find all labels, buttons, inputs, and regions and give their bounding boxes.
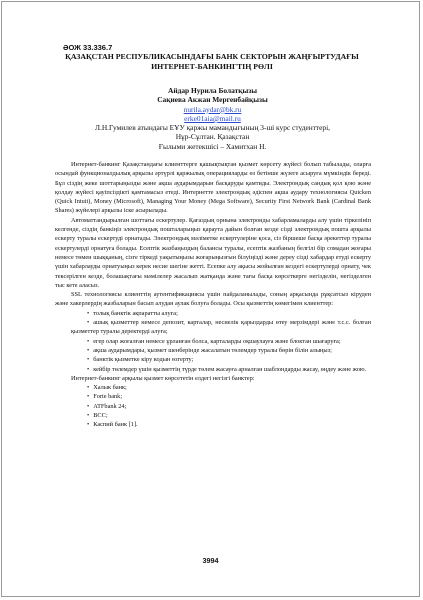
page-number: 3994 [202,556,219,565]
email-link-1[interactable]: nurila.aydar@bk.ru [183,104,242,114]
affiliation-line-2: Нұр-Сұлтан. Қазақстан [175,132,250,142]
bank-list-item: • Халык банк; [55,383,371,392]
list-item: • кейбір төлемдер үшін қызметтің түрде төлем жасауға арналған шаблондарды жасау, өңдеу және жою. [55,365,371,374]
list-item: • ашық қызметтер немесе депозит, карталар, несиелік қарыздарды өтеу мерзімдері және т.с.с. болған қызметтер туралы деректерді алуға; [55,318,371,337]
author-2: Сақиева Акжан Мергенбайқызы [157,95,268,105]
list-item: • ақша аударымдары, қызмет шенберінде жасалатын төлемдер туралы бөрін білін алыңыз; [55,346,371,355]
author-1: Айдар Нурила Болатқызы [167,86,258,95]
list-item: • толық банктік ақпаратты алуға; [55,309,371,318]
paragraph: SSL технологиясы клиенттің аутентификациясы үшін пайдаланылады, соның арқасында рұқсатсыз кіруден және хакерлердің жазбаларын басып алудан аулак болуға болады. Осы қызметтің көмегімен клиенттер: [55,291,371,308]
paper-title [57,52,367,72]
title-line-2: ИНТЕРНЕТ-БАНКИНГТІҢ РӨЛІ [151,62,273,71]
affiliation-line-1: Л.Н.Гумилев атындағы ЕҰУ қаржы мамандығының 3-ші курс студенттері, [94,123,331,133]
bank-list-item: • BCC; [55,411,371,420]
udc-code: ӘОЖ 33.336.7 [63,43,113,52]
title-line-1: ҚАЗАҚСТАН РЕСПУБЛИКАСЫНДАҒЫ БАНК СЕКТОРЫН ЖАҢҒЫРТУДАҒЫ [65,52,359,61]
bank-list-item: • Каспий банк [1]. [55,420,371,429]
list-item: • егер олар жоғалған немесе ұрланған болса, карталарды оқшаулауға және блоктан шығаруға; [55,337,371,346]
email-link-2[interactable]: erke01aia@mail.ru [184,113,241,123]
paper-body [55,160,371,430]
list-item: • банктік қызметке кіру кодын өзгерту; [55,355,371,364]
author-block [42,86,383,151]
bank-list-item: • ATFbank 24; [55,402,371,411]
paragraph: Автоматтандырылған шоттағы ескертулер. Қағаздың орнына электронды хабарламаларды алу үшін тіркелініп келгенде, сіздің банкіңіз электрондық пошталарыңыз қараута дайын болған кезде сізді электрондық пошта арқылы ескерту туралы ескертуді орнатады. Электрондық мәліметке ескертулеріне қоса, сіз біршеше басқа әрекеттер туралы ескертулерді орнатуға болады. Есептік жазбаңыздың балансы туралы, есептік жазбаның белгілі бір сомадан жоғары немесе төмен шыққаның, сізге тіркеді уақытыңызы жоғарыңызғын білуіңізді және дереу сізді хабардар етуді ескерту үшін хабарлауды орнатуыңыз керек несие шегіне жетті. Есепке алу ақысы жойылған кездегі ескертулерді орнату, чек тексерілген кезде, болашақтағы мәмілелер жасалып жатқанда және тағы басқа көрсеткерге негізделін, негізделген тыс кете аласыз. [55,216,371,289]
bank-list-item: • Forte bank; [55,392,371,401]
supervisor: Ғылыми жетекшісі – Хамитхан Н. [158,141,267,151]
paper-page [1,1,420,597]
paragraph: Интернет-банкинг Қазақстандағы клиенттерге қашықтықтан қызмет көрсету жүйесі болып табылады, оларға осындай функционалдылық арқылы әртүрлі қаржылық операцияларды өз бетінше жүзеге асыруға мүмкіндік береді. Бұл сіздің жеке шоттарыңызды және ақша аударымдарын басқаруды қамтиды. Электрондық сандық қол қою және қолдау жүйесі қауіпсіздікті қамтамасыз етеді. Интернетте электрондық әдіспен ақша аудару технологиясы Quicken (Quick Intuit), Money (Microsoft), Managing Your Money (Mega Software), Security First Network Bank (Cardinal Bank Shares) жүйелері арқылы іске асырылады. [55,161,371,215]
paragraph: Интернет-банкинг арқылы қызмет көрсететін елдегі негізгі банктер: [71,374,255,382]
